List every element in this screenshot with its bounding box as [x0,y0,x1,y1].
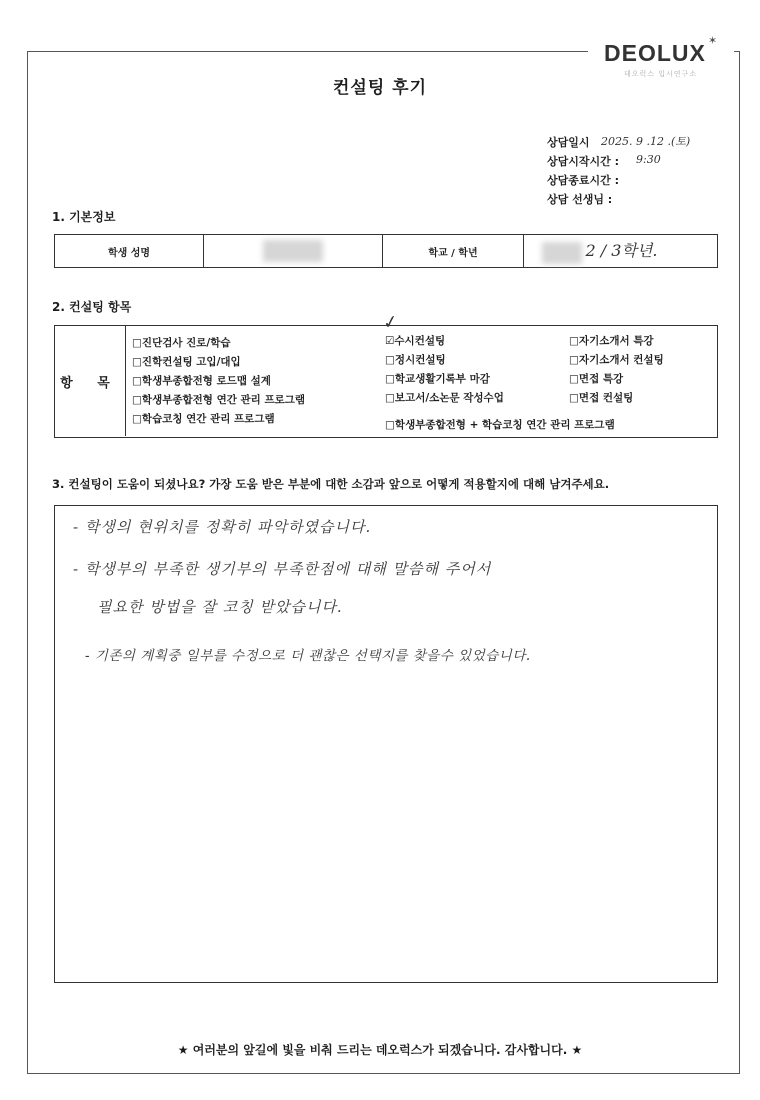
item-checkbox[interactable]: □면접 컨설팅 [569,392,634,404]
page-title: 컨설팅 후기 [332,78,428,98]
student-name-value [204,235,383,268]
grade-handwritten: 2 / 3학년. [585,241,658,260]
item-checkbox[interactable]: □정시컨설팅 [385,354,446,366]
item-checkbox[interactable]: □진단검사 진로/학습 [132,337,231,349]
logo-text: DEOLUX [604,40,706,66]
item-checkbox[interactable]: □보고서/소논문 작성수업 [385,392,504,404]
teacher-label: 상담 선생님 : [547,193,613,206]
consulting-items-box [54,325,718,438]
start-time-value: 9:30 [636,153,661,166]
item-checkbox[interactable]: □학생부종합전형 로드맵 설계 [132,375,271,387]
consult-date-value: 2025. 9 .12 .(토) [601,135,691,148]
item-checkbox[interactable]: □학생부종합전형 + 학습코칭 연간 관리 프로그램 [385,419,615,431]
item-checkbox[interactable]: □진학컨설팅 고입/대입 [132,356,241,368]
feedback-box[interactable] [54,505,718,983]
feedback-line: - 기존의 계획중 일부를 수정으로 더 괜찮은 선택지를 찾을수 있었습니다. [85,648,531,664]
item-checkbox[interactable]: □자기소개서 특강 [569,335,654,347]
start-time-label: 상담시작시간 : [547,155,619,168]
section-feedback-question: 3. 컨설팅이 도움이 되셨나요? 가장 도움 받은 부분에 대한 소감과 앞으로 어떻게 적용할지에 대해 남겨주세요. [52,477,610,491]
school-grade-label: 학교 / 학년 [383,235,524,268]
end-time-label: 상담종료시간 : [547,174,619,187]
item-checkbox[interactable]: □자기소개서 컨설팅 [569,354,664,366]
consult-date [547,134,590,150]
logo-subtitle: 데오럭스 입시연구소 [624,70,698,78]
item-checkbox[interactable]: □학습코칭 연간 관리 프로그램 [132,413,275,425]
feedback-line: - 학생의 현위치를 정확히 파악하였습니다. [73,518,372,536]
school-grade-value [524,235,718,268]
feedback-line: 필요한 방법을 잘 코칭 받았습니다. [97,598,343,616]
redacted-school [542,242,582,264]
handwritten-check-icon: ✓ [381,310,400,335]
section-basic-info-heading: 1. 기본정보 [52,210,116,224]
feedback-line: - 학생부의 부족한 생기부의 부족한점에 대해 말씀해 주어서 [73,560,492,578]
star-icon: ✶ [708,34,718,47]
consult-date-label: 상담일시 [547,136,590,149]
basic-info-table [54,234,718,268]
item-checkbox[interactable]: □학생부종합전형 연간 관리 프로그램 [132,394,306,406]
student-name-label: 학생 성명 [55,235,204,268]
section-items-heading: 2. 컨설팅 항목 [52,300,132,314]
items-label: 항 목 [55,326,126,436]
redacted-name [263,240,323,262]
item-checkbox[interactable]: □학교생활기록부 마감 [385,373,490,385]
footer-message: ★ 여러분의 앞길에 빛을 비춰 드리는 데오럭스가 되겠습니다. 감사합니다. ★ [177,1043,583,1057]
item-checkbox[interactable]: □면접 특강 [569,373,624,385]
item-checkbox-checked[interactable]: ☑수시컨설팅 [385,335,446,347]
